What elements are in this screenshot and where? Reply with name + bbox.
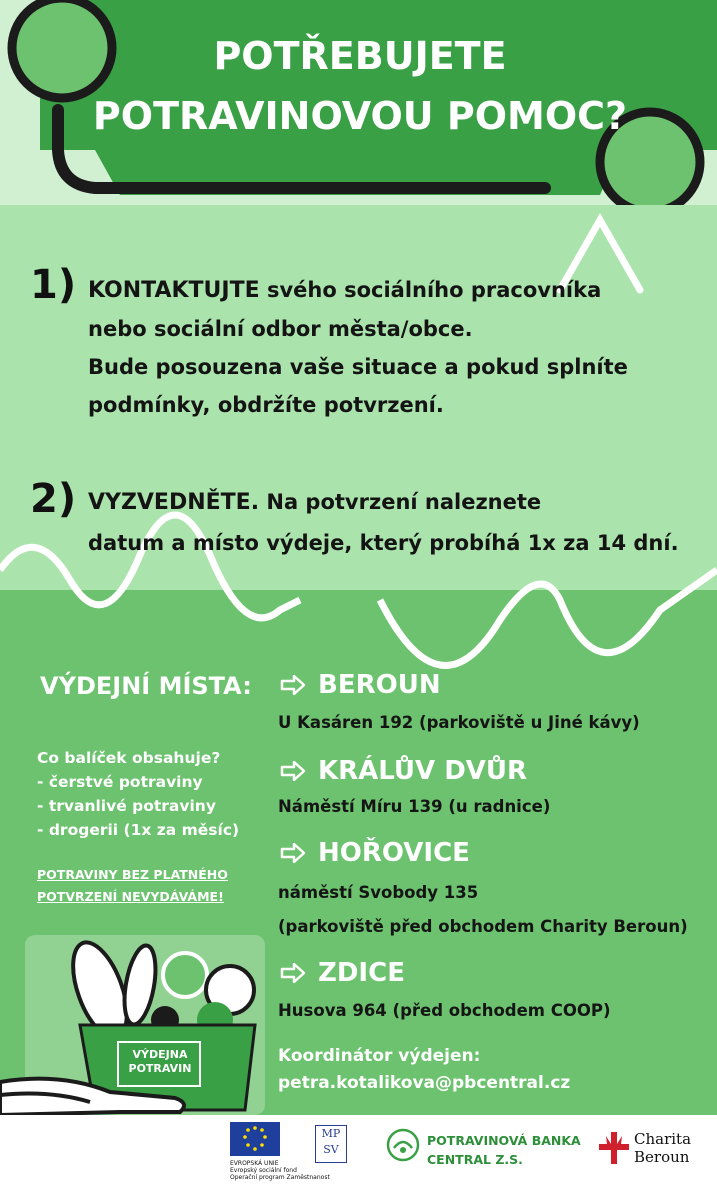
mpsv-line: SV (323, 1143, 339, 1156)
location-address (278, 708, 640, 738)
step2-line-2: datum a místo výdeje, který probíhá 1x za 14 dní. (88, 531, 679, 555)
warning-line: POTVRZENÍ NEVYDÁVÁME! (37, 889, 224, 904)
package-item: - drogerii (1x za měsíc) (37, 821, 240, 839)
food-bank-logo-icon (386, 1128, 420, 1162)
location-name: HOŘOVICE (318, 838, 470, 868)
bag-illustration (0, 935, 265, 1115)
step2-keyword: VYZVEDNĚTE. (88, 490, 260, 515)
food-bank-line: CENTRAL Z.S. (427, 1152, 523, 1167)
eu-flag-icon (230, 1122, 280, 1156)
package-item: - trvanlivé potraviny (37, 797, 216, 815)
food-bank-logo-text (427, 1131, 581, 1169)
eu-line: Evropský sociální fond (230, 1167, 297, 1174)
title-line-1: POTŘEBUJETE (213, 34, 507, 78)
step1-keyword: KONTAKTUJTE (88, 278, 260, 303)
bag-label-line: POTRAVIN (128, 1062, 192, 1075)
address-line: Husova 964 (před obchodem COOP) (278, 1001, 611, 1020)
charita-line: Beroun (634, 1148, 690, 1166)
location-name: ZDICE (318, 958, 405, 988)
step2-line-1 (88, 484, 679, 521)
food-bank-line: POTRAVINOVÁ BANKA (427, 1133, 581, 1148)
package-warning (37, 864, 228, 908)
bag-label-line: VÝDEJNA (132, 1048, 188, 1061)
location-zdice (280, 958, 405, 988)
address-line: (parkoviště před obchodem Charity Beroun) (278, 917, 688, 936)
step1-line-4: podmínky, obdržíte potvrzení. (88, 393, 444, 417)
charita-logo-text (634, 1130, 691, 1166)
step1-line-1 (88, 272, 628, 309)
location-address (278, 996, 611, 1026)
step1-line-3: Bude posouzena vaše situace a pokud splníte (88, 355, 628, 379)
page-title (40, 30, 680, 142)
mpsv-logo (315, 1125, 347, 1163)
step2-number: 2) (30, 476, 77, 522)
step1-line-2: nebo sociální odbor města/obce. (88, 317, 473, 341)
step2-text (88, 484, 679, 561)
charita-line: Charita (634, 1130, 692, 1148)
address-line: U Kasáren 192 (parkoviště u Jiné kávy) (278, 713, 640, 732)
step1-line1-rest: svého sociálního pracovníka (259, 278, 602, 302)
arrow-right-icon (280, 675, 306, 695)
package-contents (37, 746, 239, 842)
bag-label (125, 1048, 195, 1076)
step1-text (88, 272, 628, 423)
location-horovice (280, 838, 470, 868)
package-item: - čerstvé potraviny (37, 773, 203, 791)
location-kraluv-dvur (280, 756, 527, 786)
eu-logo-text (230, 1160, 330, 1181)
arrow-right-icon (280, 761, 306, 781)
warning-line: POTRAVINY BEZ PLATNÉHO (37, 867, 228, 882)
address-line: náměstí Svobody 135 (278, 883, 479, 902)
step1-number: 1) (30, 262, 77, 308)
charita-cross-icon (597, 1130, 631, 1166)
coordinator-label: Koordinátor výdejen: (278, 1046, 481, 1066)
coordinator-email: petra.kotalikova@pbcentral.cz (278, 1073, 571, 1093)
location-address (278, 792, 550, 822)
eu-line: Operační program Zaměstnanost (230, 1174, 330, 1181)
address-line: Náměstí Míru 139 (u radnice) (278, 797, 551, 816)
distribution-heading: VÝDEJNÍ MÍSTA: (40, 672, 252, 700)
eu-line: EVROPSKÁ UNIE (230, 1160, 279, 1167)
package-question: Co balíček obsahuje? (37, 749, 221, 767)
arrow-right-icon (280, 963, 306, 983)
location-name: KRÁLŮV DVŮR (318, 756, 528, 786)
title-line-2: POTRAVINOVOU POMOC? (92, 94, 628, 138)
mpsv-line: MP (321, 1127, 341, 1140)
location-address (278, 878, 688, 942)
arrow-right-icon (280, 843, 306, 863)
location-beroun (280, 670, 441, 700)
step2-line1-rest: Na potvrzení naleznete (259, 490, 542, 514)
location-name: BEROUN (318, 670, 441, 700)
